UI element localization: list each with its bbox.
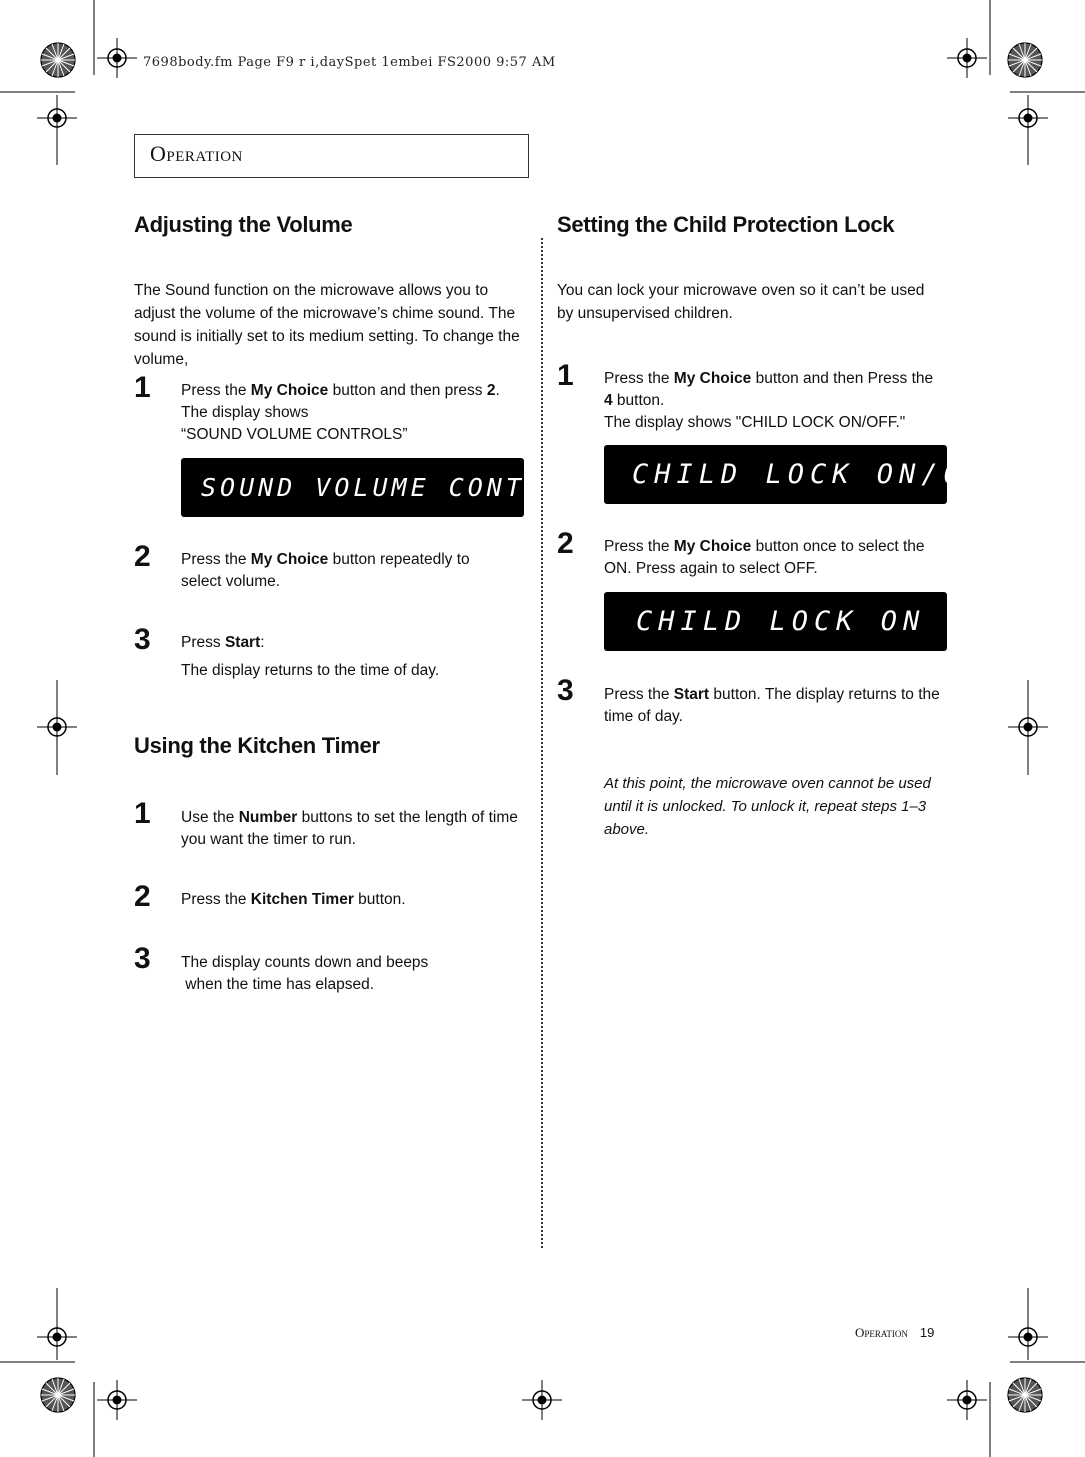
volume-step-3-result: The display returns to the time of day. <box>181 662 440 679</box>
star-target-icon <box>1008 43 1042 77</box>
crosshair-icon <box>97 38 137 78</box>
page-number: 19 <box>919 1325 935 1340</box>
volume-step-1-number: 1 <box>134 371 151 404</box>
lcd-sound-volume-controls: SOUND VOLUME CONTROLS <box>181 458 524 517</box>
lock-step-1-number: 1 <box>557 359 574 392</box>
footer-section-label: Operation <box>855 1325 908 1340</box>
timer-step-1-number: 1 <box>134 797 151 830</box>
crosshair-icon <box>37 98 77 138</box>
heading-kitchen-timer: Using the Kitchen Timer <box>134 733 380 758</box>
crosshair-icon <box>947 1380 987 1420</box>
crosshair-icon <box>1008 1317 1048 1357</box>
crosshair-icon <box>947 38 987 78</box>
print-slug: 7698body.fm Page F9 r i,daySpet 1embei FS2000 9:57 AM <box>143 55 556 70</box>
child-lock-note: At this point, the microwave oven cannot be used until it is unlocked. To unlock it, repeat steps 1–3 above. <box>604 775 931 838</box>
child-lock-intro: You can lock your microwave oven so it can’t be used by unsupervised children. <box>557 282 925 322</box>
timer-step-2-number: 2 <box>134 880 151 913</box>
timer-step-3-text: The display counts down and beeps when the time has elapsed. <box>181 954 429 993</box>
star-target-icon <box>1008 1378 1042 1412</box>
section-header-title: Operation <box>150 141 243 166</box>
crosshair-icon <box>37 707 77 747</box>
crosshair-icon <box>1008 98 1048 138</box>
crosshair-icon <box>522 1380 562 1420</box>
volume-step-2-text: Press the My Choice button repeatedly to select volume. <box>181 551 470 590</box>
page-footer <box>855 1325 934 1341</box>
volume-step-3-number: 3 <box>134 623 151 656</box>
lcd-child-lock-on-off: CHILD LOCK ON/OFF <box>604 445 947 504</box>
column-divider <box>541 238 543 1248</box>
heading-child-lock: Setting the Child Protection Lock <box>557 212 895 237</box>
crosshair-icon <box>97 1380 137 1420</box>
star-target-icon <box>41 1378 75 1412</box>
timer-step-2-text: Press the Kitchen Timer button. <box>181 891 406 908</box>
lock-step-3-number: 3 <box>557 674 574 707</box>
timer-step-3-number: 3 <box>134 942 151 975</box>
star-target-icon <box>41 43 75 77</box>
lock-step-3-text: Press the Start button. The display returns to the time of day. <box>604 686 940 725</box>
volume-step-2-number: 2 <box>134 540 151 573</box>
lcd-child-lock-on: CHILD LOCK ON <box>604 592 947 651</box>
volume-intro: The Sound function on the microwave allows you to adjust the volume of the microwave’s chime sound. The sound is initially set to its medium setting. To change the volume, <box>134 282 520 368</box>
crosshair-icon <box>1008 707 1048 747</box>
crosshair-icon <box>37 1317 77 1357</box>
lock-step-2-text: Press the My Choice button once to select the ON. Press again to select OFF. <box>604 538 925 577</box>
heading-adjusting-volume: Adjusting the Volume <box>134 212 353 237</box>
volume-step-3-text: Press Start: <box>181 634 265 651</box>
lock-step-2-number: 2 <box>557 527 574 560</box>
volume-step-1-text: Press the My Choice button and then press 2. The display shows “SOUND VOLUME CONTROLS” <box>181 382 500 443</box>
lock-step-1-text: Press the My Choice button and then Press the 4 button. The display shows "CHILD LOCK ON/OFF." <box>604 370 934 431</box>
timer-step-1-text: Use the Number buttons to set the length of time you want the timer to run. <box>181 809 518 848</box>
